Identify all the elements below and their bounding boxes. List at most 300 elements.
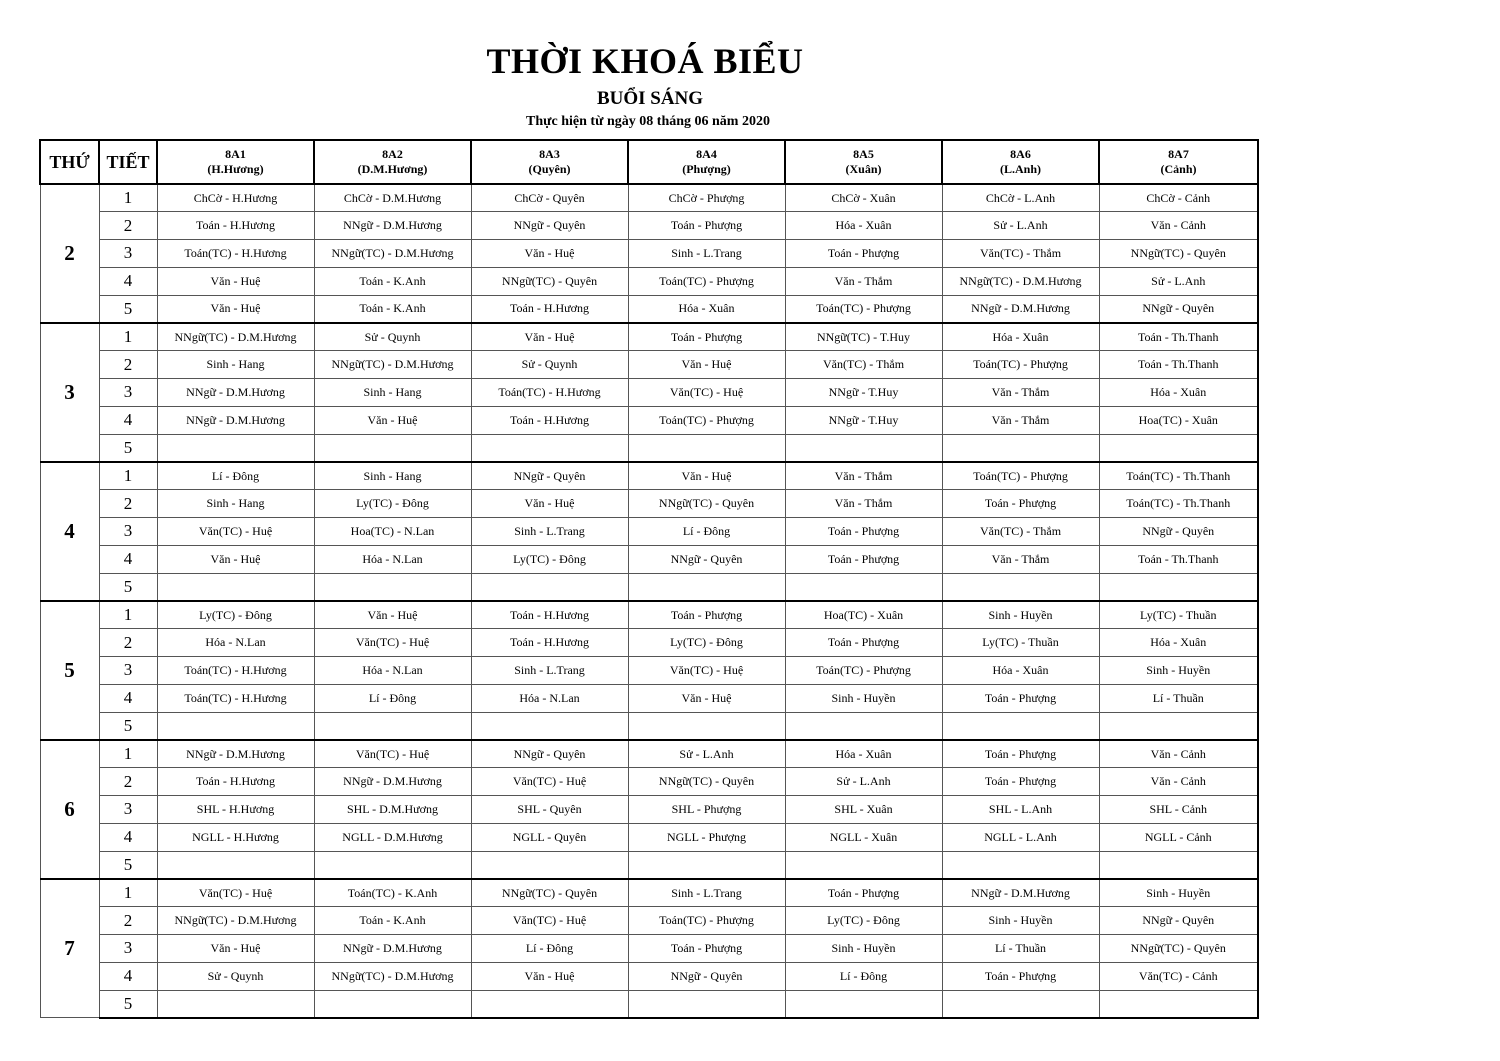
lesson-cell: Văn(TC) - Huệ [471,907,628,935]
lesson-cell [942,573,1099,601]
lesson-cell: ChCờ - Phượng [628,184,785,212]
table-row [40,406,1258,434]
lesson-cell: Toán - H.Hương [471,629,628,657]
class-code: 8A1 [225,147,246,161]
table-row [40,545,1258,573]
lesson-cell [628,851,785,879]
period-number: 4 [99,406,157,434]
table-row [40,212,1258,240]
table-row [40,351,1258,379]
lesson-cell: Ly(TC) - Đông [157,601,314,629]
class-code: 8A5 [853,147,874,161]
table-row [40,629,1258,657]
day-label: 7 [40,879,99,1018]
lesson-cell: NNgữ(TC) - D.M.Hương [942,267,1099,295]
period-number: 2 [99,907,157,935]
lesson-cell: Sinh - L.Trang [471,657,628,685]
lesson-cell: Sinh - Huyền [942,907,1099,935]
lesson-cell: NGLL - Phượng [628,823,785,851]
lesson-cell: NNgữ(TC) - Quyên [471,267,628,295]
period-number: 5 [99,434,157,462]
table-row [40,267,1258,295]
lesson-cell: Hóa - N.Lan [314,657,471,685]
lesson-cell: Văn(TC) - Huệ [157,879,314,907]
lesson-cell: NNgữ(TC) - T.Huy [785,323,942,351]
lesson-cell: Sinh - Hang [314,379,471,407]
period-number: 5 [99,295,157,323]
lesson-cell: Toán(TC) - H.Hương [471,379,628,407]
lesson-cell: Toán - Phượng [942,490,1099,518]
table-row [40,295,1258,323]
lesson-cell [785,712,942,740]
lesson-cell: Sinh - Hang [157,351,314,379]
lesson-cell: SHL - Xuân [785,796,942,824]
lesson-cell: Lí - Đông [157,462,314,490]
period-number: 1 [99,879,157,907]
lesson-cell: NNgữ - Quyên [471,740,628,768]
lesson-cell [628,573,785,601]
period-number: 3 [99,657,157,685]
lesson-cell: NNgữ(TC) - D.M.Hương [314,962,471,990]
lesson-cell: SHL - Quyên [471,796,628,824]
lesson-cell: Văn(TC) - Huệ [157,518,314,546]
day-label: 6 [40,740,99,879]
lesson-cell [628,712,785,740]
lesson-cell: NNgữ - Quyên [471,212,628,240]
table-row [40,768,1258,796]
period-number: 4 [99,684,157,712]
period-number: 3 [99,240,157,268]
header-class-8a3 [471,140,628,184]
lesson-cell: NNgữ - T.Huy [785,379,942,407]
class-teacher: (Xuân) [845,162,882,176]
lesson-cell: Văn - Huệ [628,684,785,712]
header-period: TIẾT [99,140,157,184]
lesson-cell [471,851,628,879]
header-class-8a6 [942,140,1099,184]
lesson-cell [942,712,1099,740]
header-day: THỨ [40,140,99,184]
lesson-cell: Văn - Huệ [314,406,471,434]
lesson-cell: Hóa - Xuân [785,740,942,768]
lesson-cell [942,434,1099,462]
period-number: 1 [99,740,157,768]
lesson-cell: NGLL - Quyên [471,823,628,851]
lesson-cell: NNgữ(TC) - Quyên [628,490,785,518]
lesson-cell: Văn - Huệ [628,351,785,379]
lesson-cell: Văn(TC) - Huệ [628,379,785,407]
class-teacher: (H.Hương) [207,162,264,176]
lesson-cell: Hóa - N.Lan [471,684,628,712]
lesson-cell: Ly(TC) - Thuần [942,629,1099,657]
lesson-cell: Hoa(TC) - Xuân [1099,406,1258,434]
lesson-cell: Sinh - Hang [157,490,314,518]
lesson-cell: Ly(TC) - Đông [314,490,471,518]
class-code: 8A3 [539,147,560,161]
lesson-cell: NNgữ - D.M.Hương [157,740,314,768]
class-teacher: (L.Anh) [999,162,1041,176]
lesson-cell [157,712,314,740]
lesson-cell: NNgữ - Quyên [1099,295,1258,323]
lesson-cell: Toán(TC) - Phượng [785,657,942,685]
lesson-cell: Hóa - Xuân [942,323,1099,351]
lesson-cell: Toán - Phượng [942,768,1099,796]
period-number: 5 [99,712,157,740]
lesson-cell: NGLL - D.M.Hương [314,823,471,851]
lesson-cell: Toán(TC) - Phượng [942,462,1099,490]
lesson-cell: Sinh - Huyền [785,935,942,963]
lesson-cell: Lí - Thuần [1099,684,1258,712]
header-class-8a7 [1099,140,1258,184]
period-number: 5 [99,851,157,879]
lesson-cell: Lí - Đông [785,962,942,990]
lesson-cell: ChCờ - L.Anh [942,184,1099,212]
lesson-cell [471,573,628,601]
lesson-cell: Sinh - L.Trang [471,518,628,546]
lesson-cell: NNgữ - D.M.Hương [157,406,314,434]
lesson-cell: SHL - H.Hương [157,796,314,824]
lesson-cell: NGLL - L.Anh [942,823,1099,851]
lesson-cell: NNgữ(TC) - Quyên [1099,935,1258,963]
table-row [40,907,1258,935]
lesson-cell [157,573,314,601]
table-row [40,935,1258,963]
lesson-cell: Lí - Đông [314,684,471,712]
lesson-cell [1099,990,1258,1018]
lesson-cell: NNgữ - Quyên [1099,518,1258,546]
table-row [40,684,1258,712]
lesson-cell: NNgữ(TC) - Quyên [1099,240,1258,268]
lesson-cell [1099,573,1258,601]
lesson-cell: Văn - Huệ [628,462,785,490]
lesson-cell: SHL - Cảnh [1099,796,1258,824]
period-number: 2 [99,768,157,796]
lesson-cell: NNgữ - Quyên [1099,907,1258,935]
lesson-cell: Văn - Cảnh [1099,212,1258,240]
lesson-cell: NNgữ(TC) - D.M.Hương [157,907,314,935]
lesson-cell [1099,712,1258,740]
lesson-cell: Hóa - Xuân [1099,379,1258,407]
lesson-cell: Toán - Phượng [628,323,785,351]
table-row [40,323,1258,351]
table-row [40,434,1258,462]
lesson-cell: SHL - D.M.Hương [314,796,471,824]
lesson-cell: Toán - Th.Thanh [1099,351,1258,379]
period-number: 4 [99,267,157,295]
period-number: 4 [99,545,157,573]
lesson-cell: NNgữ - T.Huy [785,406,942,434]
lesson-cell: Toán - Phượng [628,601,785,629]
lesson-cell: Hoa(TC) - N.Lan [314,518,471,546]
period-number: 5 [99,990,157,1018]
period-number: 3 [99,796,157,824]
class-teacher: (Phượng) [682,162,731,176]
lesson-cell: Lí - Đông [471,935,628,963]
table-row [40,518,1258,546]
lesson-cell: Toán(TC) - Phượng [942,351,1099,379]
lesson-cell: Văn - Huệ [471,490,628,518]
lesson-cell [785,434,942,462]
lesson-cell: Toán(TC) - H.Hương [157,657,314,685]
table-row [40,823,1258,851]
lesson-cell: NNgữ(TC) - Quyên [471,879,628,907]
table-row [40,240,1258,268]
lesson-cell: Lí - Đông [628,518,785,546]
lesson-cell: Toán - Th.Thanh [1099,323,1258,351]
lesson-cell: Văn - Huệ [471,323,628,351]
lesson-cell: Văn(TC) - Thắm [785,351,942,379]
lesson-cell: Sử - Quynh [471,351,628,379]
lesson-cell: Văn(TC) - Huệ [314,629,471,657]
table-row [40,490,1258,518]
lesson-cell [471,712,628,740]
table-row [40,796,1258,824]
lesson-cell: Toán - Phượng [785,629,942,657]
header-class-8a5 [785,140,942,184]
period-number: 2 [99,212,157,240]
lesson-cell: Sinh - L.Trang [628,879,785,907]
lesson-cell: NGLL - Xuân [785,823,942,851]
lesson-cell: Hóa - Xuân [1099,629,1258,657]
lesson-cell: Sử - L.Anh [942,212,1099,240]
lesson-cell: Văn - Cảnh [1099,740,1258,768]
lesson-cell: Toán(TC) - Phượng [785,295,942,323]
class-teacher: (Quyên) [528,162,571,176]
class-code: 8A2 [382,147,403,161]
period-number: 3 [99,935,157,963]
lesson-cell: ChCờ - H.Hương [157,184,314,212]
lesson-cell [471,990,628,1018]
lesson-cell: Sinh - Hang [314,462,471,490]
lesson-cell: NNgữ - D.M.Hương [314,768,471,796]
lesson-cell: Sinh - Huyền [1099,879,1258,907]
day-label: 3 [40,323,99,462]
lesson-cell: Toán - Phượng [628,935,785,963]
page-subtitle: BUỔI SÁNG [596,88,704,109]
lesson-cell: ChCờ - D.M.Hương [314,184,471,212]
lesson-cell: Toán(TC) - Phượng [628,267,785,295]
lesson-cell: Văn - Huệ [157,267,314,295]
table-row [40,962,1258,990]
table-row [40,990,1258,1018]
lesson-cell: NNgữ - D.M.Hương [157,379,314,407]
lesson-cell: Toán - Phượng [785,240,942,268]
period-number: 2 [99,351,157,379]
lesson-cell: Toán(TC) - Phượng [628,406,785,434]
lesson-cell: Toán(TC) - Phượng [628,907,785,935]
lesson-cell: NNgữ - Quyên [471,462,628,490]
table-row [40,740,1258,768]
lesson-cell: Văn - Huệ [471,240,628,268]
lesson-cell: Văn - Thắm [785,490,942,518]
class-teacher: (Cảnh) [1160,162,1197,176]
period-number: 3 [99,518,157,546]
lesson-cell: Toán - Phượng [942,740,1099,768]
period-number: 1 [99,184,157,212]
timetable-header-row [40,140,1258,184]
lesson-cell: Văn - Thắm [785,462,942,490]
lesson-cell: NNgữ - D.M.Hương [942,295,1099,323]
lesson-cell: Văn - Thắm [785,267,942,295]
period-number: 2 [99,629,157,657]
table-row [40,184,1258,212]
lesson-cell: NNgữ - Quyên [628,962,785,990]
lesson-cell: Sử - L.Anh [785,768,942,796]
lesson-cell [314,434,471,462]
lesson-cell: Ly(TC) - Đông [628,629,785,657]
class-teacher: (D.M.Hương) [357,162,428,176]
lesson-cell: Sử - L.Anh [628,740,785,768]
period-number: 4 [99,823,157,851]
period-number: 3 [99,379,157,407]
class-code: 8A6 [1010,147,1031,161]
class-code: 8A7 [1168,147,1189,161]
lesson-cell: Sử - Quynh [157,962,314,990]
lesson-cell: Toán - H.Hương [471,295,628,323]
lesson-cell: Hóa - N.Lan [314,545,471,573]
lesson-cell [942,851,1099,879]
lesson-cell: ChCờ - Xuân [785,184,942,212]
lesson-cell: Sinh - Huyền [1099,657,1258,685]
period-number: 5 [99,573,157,601]
day-label: 2 [40,184,99,323]
timetable-body [40,184,1258,1018]
lesson-cell: NGLL - H.Hương [157,823,314,851]
lesson-cell [471,434,628,462]
lesson-cell [157,851,314,879]
page-title: THỜI KHOÁ BIỂU [486,41,804,81]
lesson-cell: Văn(TC) - Cảnh [1099,962,1258,990]
lesson-cell: Lí - Thuần [942,935,1099,963]
lesson-cell: NNgữ(TC) - D.M.Hương [314,351,471,379]
lesson-cell: NNgữ(TC) - D.M.Hương [157,323,314,351]
table-row [40,573,1258,601]
lesson-cell: Toán - Phượng [942,962,1099,990]
lesson-cell: Hoa(TC) - Xuân [785,601,942,629]
lesson-cell [628,990,785,1018]
lesson-cell [628,434,785,462]
lesson-cell: Hóa - Xuân [785,212,942,240]
lesson-cell: SHL - Phượng [628,796,785,824]
lesson-cell: Văn(TC) - Huệ [314,740,471,768]
lesson-cell [785,990,942,1018]
period-number: 2 [99,490,157,518]
lesson-cell: Văn(TC) - Huệ [471,768,628,796]
lesson-cell: ChCờ - Quyên [471,184,628,212]
period-number: 1 [99,601,157,629]
lesson-cell: Sử - L.Anh [1099,267,1258,295]
lesson-cell: NNgữ(TC) - Quyên [628,768,785,796]
lesson-cell: NNgữ - D.M.Hương [942,879,1099,907]
lesson-cell: Toán - H.Hương [471,601,628,629]
lesson-cell: NNgữ - Quyên [628,545,785,573]
lesson-cell: Toán - Phượng [785,879,942,907]
lesson-cell: Hóa - N.Lan [157,629,314,657]
lesson-cell: Ly(TC) - Đông [785,907,942,935]
lesson-cell [785,851,942,879]
header-class-8a2 [314,140,471,184]
lesson-cell: Văn - Cảnh [1099,768,1258,796]
lesson-cell: Văn - Huệ [471,962,628,990]
lesson-cell: Toán(TC) - H.Hương [157,240,314,268]
header-class-8a4 [628,140,785,184]
lesson-cell: Toán - Th.Thanh [1099,545,1258,573]
table-row [40,462,1258,490]
lesson-cell: Toán - Phượng [628,212,785,240]
timetable [39,139,1259,1019]
lesson-cell: Hóa - Xuân [942,657,1099,685]
lesson-cell: Toán(TC) - Th.Thanh [1099,490,1258,518]
lesson-cell: Toán(TC) - K.Anh [314,879,471,907]
effective-date: Thực hiện từ ngày 08 tháng 06 năm 2020 [526,114,770,129]
lesson-cell: NNgữ - D.M.Hương [314,935,471,963]
lesson-cell: Văn - Huệ [157,295,314,323]
lesson-cell: Toán - Phượng [785,545,942,573]
lesson-cell: Văn(TC) - Thắm [942,240,1099,268]
lesson-cell [1099,851,1258,879]
lesson-cell [314,573,471,601]
lesson-cell: Toán - Phượng [785,518,942,546]
lesson-cell: Toán - H.Hương [471,406,628,434]
lesson-cell: NGLL - Cảnh [1099,823,1258,851]
lesson-cell: Toán - H.Hương [157,768,314,796]
lesson-cell: Ly(TC) - Đông [471,545,628,573]
lesson-cell: NNgữ(TC) - D.M.Hương [314,240,471,268]
lesson-cell [157,434,314,462]
period-number: 4 [99,962,157,990]
lesson-cell: Toán(TC) - Th.Thanh [1099,462,1258,490]
table-row [40,657,1258,685]
lesson-cell: Toán - Phượng [942,684,1099,712]
lesson-cell: Văn - Huệ [157,545,314,573]
table-row [40,879,1258,907]
lesson-cell: ChCờ - Cảnh [1099,184,1258,212]
lesson-cell [785,573,942,601]
table-row [40,379,1258,407]
lesson-cell [157,990,314,1018]
lesson-cell: Văn - Huệ [314,601,471,629]
lesson-cell: Ly(TC) - Thuần [1099,601,1258,629]
lesson-cell: Văn(TC) - Huệ [628,657,785,685]
lesson-cell: Văn - Thắm [942,545,1099,573]
lesson-cell: Văn(TC) - Thắm [942,518,1099,546]
table-row [40,851,1258,879]
lesson-cell: Sinh - Huyền [785,684,942,712]
lesson-cell [1099,434,1258,462]
table-row [40,601,1258,629]
lesson-cell [314,990,471,1018]
lesson-cell: Sinh - Huyền [942,601,1099,629]
lesson-cell: Toán - K.Anh [314,295,471,323]
lesson-cell: Sử - Quynh [314,323,471,351]
period-number: 1 [99,462,157,490]
lesson-cell: Toán - K.Anh [314,267,471,295]
table-row [40,712,1258,740]
lesson-cell: Toán - H.Hương [157,212,314,240]
lesson-cell [314,712,471,740]
day-label: 5 [40,601,99,740]
day-label: 4 [40,462,99,601]
header-class-8a1 [157,140,314,184]
lesson-cell: SHL - L.Anh [942,796,1099,824]
lesson-cell: Hóa - Xuân [628,295,785,323]
lesson-cell [314,851,471,879]
lesson-cell [942,990,1099,1018]
lesson-cell: Toán - K.Anh [314,907,471,935]
lesson-cell: Sinh - L.Trang [628,240,785,268]
lesson-cell: Toán(TC) - H.Hương [157,684,314,712]
lesson-cell: NNgữ - D.M.Hương [314,212,471,240]
